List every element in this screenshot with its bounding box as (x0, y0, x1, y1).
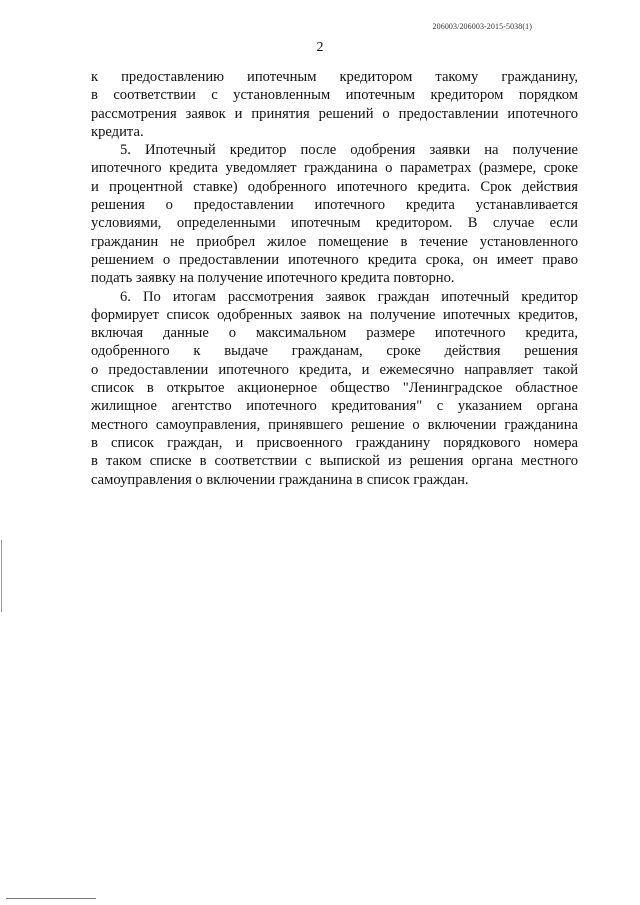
text-line: включая данные о максимальном размере ипотечного кредита, (91, 325, 578, 342)
text-line: 6. По итогам рассмотрения заявок граждан ипотечный кредитор (120, 288, 578, 305)
text-line: в список граждан, и присвоенного гражданину порядкового номера (91, 434, 578, 451)
text-line: список в открытое акционерное общество "Ленинградское областное (91, 380, 578, 397)
text-line: жилищное агентство ипотечного кредитования" с указанием органа (91, 398, 578, 415)
text-line: в соответствии с установленным ипотечным кредитором порядком (91, 87, 578, 104)
text-line: гражданин не приобрел жилое помещение в течение установленного (91, 233, 578, 250)
scan-margin-mark (1, 540, 2, 612)
document-body (91, 68, 578, 489)
text-line: и процентной ставке) одобренного ипотечного кредита. Срок действия (91, 178, 578, 195)
footer-rule (6, 898, 96, 899)
text-line: рассмотрения заявок и принятия решений о предоставлении ипотечного (91, 105, 578, 122)
text-line: условиями, определенными ипотечным кредитором. В случае если (91, 215, 578, 232)
text-line: решением о предоставлении ипотечного кредита срока, он имеет право (91, 251, 578, 268)
text-line: самоуправления о включении гражданина в список граждан. (91, 471, 469, 488)
text-line: к предоставлению ипотечным кредитором такому гражданину, (91, 69, 578, 85)
text-line: одобренного к выдаче гражданам, сроке действия решения (91, 343, 578, 360)
text-line: решения о предоставлении ипотечного кредита устанавливается (91, 197, 578, 214)
text-line: ипотечного кредита уведомляет гражданина о параметрах (размере, сроке (91, 160, 578, 177)
text-line: формирует список одобренных заявок на получение ипотечных кредитов, (91, 306, 578, 323)
document-registration-number: 206003/206003-2015-5038(1) (432, 22, 532, 31)
text-line: 5. Ипотечный кредитор после одобрения заявки на получение (120, 142, 578, 159)
text-line: местного самоуправления, принявшего решение о включении гражданина (91, 416, 578, 433)
paragraph-item-5 (91, 141, 578, 287)
text-line: в таком списке в соответствии с выпиской из решения органа местного (91, 453, 578, 470)
paragraph-item-6 (91, 288, 578, 489)
page-number: 2 (316, 40, 324, 55)
paragraph-continuation (91, 68, 578, 141)
text-line: о предоставлении ипотечного кредита, и ежемесячно направляет такой (91, 361, 578, 378)
text-line: подать заявку на получение ипотечного кредита повторно. (91, 270, 455, 287)
text-line: кредита. (91, 123, 144, 140)
